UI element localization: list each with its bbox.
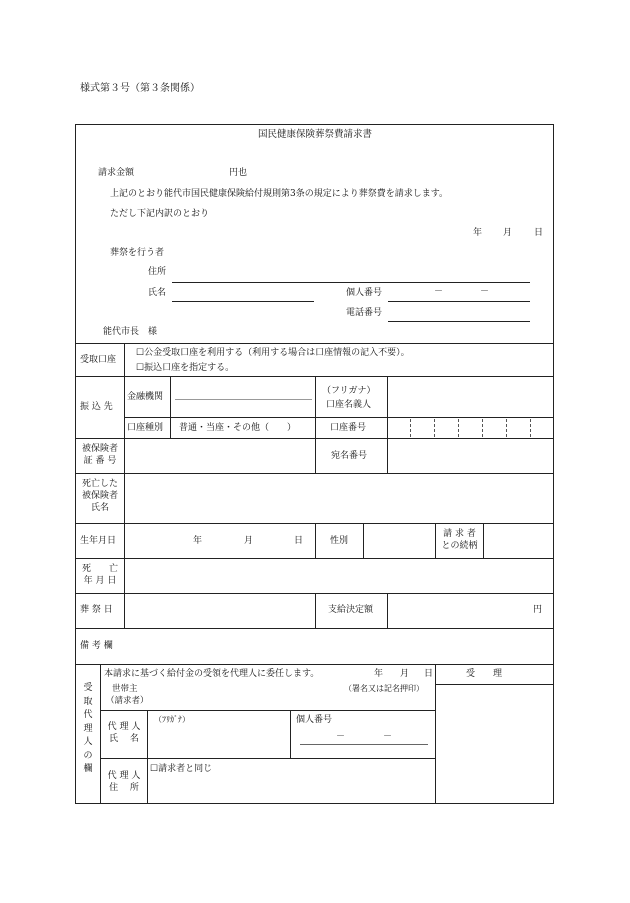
proxy-side-char: の	[83, 750, 93, 761]
payment-amount-label: 支給決定額	[328, 605, 374, 615]
birth-label: 生年月日	[80, 536, 117, 546]
form-id: 様式第３号（第３条関係）	[80, 83, 200, 94]
agent-address-label	[101, 770, 147, 794]
agent-number-sep2: －	[383, 732, 393, 742]
applicant-name-label: 氏名	[148, 288, 167, 298]
same-as-claimant-checkbox[interactable]: ☐請求者と同じ	[150, 764, 213, 774]
claim-amount-label: 請求金額	[98, 168, 135, 178]
death-label-2: 年 月 日	[83, 576, 117, 587]
proxy-delegation: 本請求に基づく給付金の受領を代理人に委任します。	[104, 669, 320, 679]
birth-day: 日	[294, 536, 304, 546]
seal-note: （署名又は記名押印）	[344, 684, 424, 693]
death-date-label	[76, 563, 124, 587]
proxy-side-char: 欄	[83, 764, 93, 774]
agent-name-label-1: 代 理 人	[107, 722, 141, 732]
applicant-personal-number-label: 個人番号	[346, 288, 383, 298]
proxy-side-char: 代	[83, 710, 93, 720]
transfer-label: 振 込 先	[80, 402, 113, 412]
agent-address-label-2: 住 所	[109, 783, 139, 794]
claim-date-month: 月	[503, 228, 513, 238]
reception-label: 受 理	[466, 669, 503, 679]
addressee: 能代市長 様	[103, 327, 158, 337]
relation-label-2: との続柄	[441, 541, 478, 552]
form-title: 国民健康保険葬祭費請求書	[257, 129, 372, 140]
remarks-label: 備 考 欄	[80, 641, 113, 651]
agent-name-label	[101, 721, 147, 745]
receiving-account-label: 受取口座	[80, 355, 117, 365]
insured-cert-label-1: 被保険者	[81, 444, 118, 454]
insured-cert-label	[76, 443, 124, 467]
insured-cert-label-2: 証 番 号	[83, 456, 117, 467]
relation-label-1: 請 求 者	[443, 529, 476, 539]
applicant-heading: 葬祭を行う者	[110, 248, 165, 258]
deceased-label-2: 被保険者	[81, 491, 118, 502]
claimant-label: （請求者）	[106, 696, 149, 706]
birth-month: 月	[244, 536, 254, 546]
bank-label: 金融機関	[127, 392, 164, 402]
receiving-account-option-transfer[interactable]: ☐振込口座を指定する。	[136, 363, 235, 373]
agent-name-label-2: 氏 名	[109, 734, 139, 745]
proxy-month: 月	[400, 669, 410, 679]
deceased-label-1: 死亡した	[81, 479, 118, 489]
deceased-name-label	[76, 478, 124, 514]
proxy-day: 日	[424, 669, 434, 679]
claim-yen-unit: 円也	[229, 168, 248, 178]
proxy-year: 年	[374, 669, 384, 679]
payment-unit: 円	[533, 605, 543, 615]
account-type-options[interactable]: 普通・当座・その他（ ）	[179, 423, 297, 433]
claim-statement: 上記のとおり能代市国民健康保険給付規則第3条の規定により葬祭費を請求します。	[110, 189, 449, 199]
death-label-1: 死 亡	[81, 564, 118, 574]
householder-label: 世帯主	[112, 684, 138, 694]
applicant-address-label: 住所	[148, 267, 167, 277]
account-number-label: 口座番号	[330, 423, 367, 433]
applicant-personal-number-sep1: －	[434, 287, 444, 297]
agent-number-label: 個人番号	[296, 715, 333, 725]
proxy-side-label	[76, 682, 100, 777]
proxy-side-char: 取	[83, 696, 93, 707]
claim-breakdown: ただし下記内訳のとおり	[110, 209, 210, 219]
account-type-label: 口座種別	[127, 423, 164, 433]
holder-kana-label: （フリガナ）	[322, 386, 376, 396]
receiving-account-option-public[interactable]: ☐公金受取口座を利用する（利用する場合は口座情報の記入不要）。	[136, 348, 410, 358]
funeral-date-label: 葬 祭 日	[80, 605, 113, 615]
holder-label: 口座名義人	[326, 400, 372, 410]
proxy-side-char: 理	[83, 723, 93, 734]
agent-number-sep1: －	[336, 732, 346, 742]
agent-kana-label: （ﾌﾘｶﾞﾅ）	[154, 715, 190, 724]
birth-year: 年	[193, 536, 203, 546]
claim-date-day: 日	[534, 228, 544, 238]
proxy-side-char: 受	[83, 683, 93, 693]
addressee-number-label: 宛名番号	[331, 451, 368, 461]
claim-date-year: 年	[473, 228, 483, 238]
relation-label	[436, 528, 483, 552]
deceased-label-3: 氏名	[90, 503, 109, 514]
applicant-personal-number-sep2: －	[480, 287, 490, 297]
proxy-side-char: 人	[83, 737, 93, 747]
applicant-phone-label: 電話番号	[346, 308, 383, 318]
sex-label: 性別	[330, 536, 349, 546]
agent-address-label-1: 代 理 人	[107, 771, 141, 781]
